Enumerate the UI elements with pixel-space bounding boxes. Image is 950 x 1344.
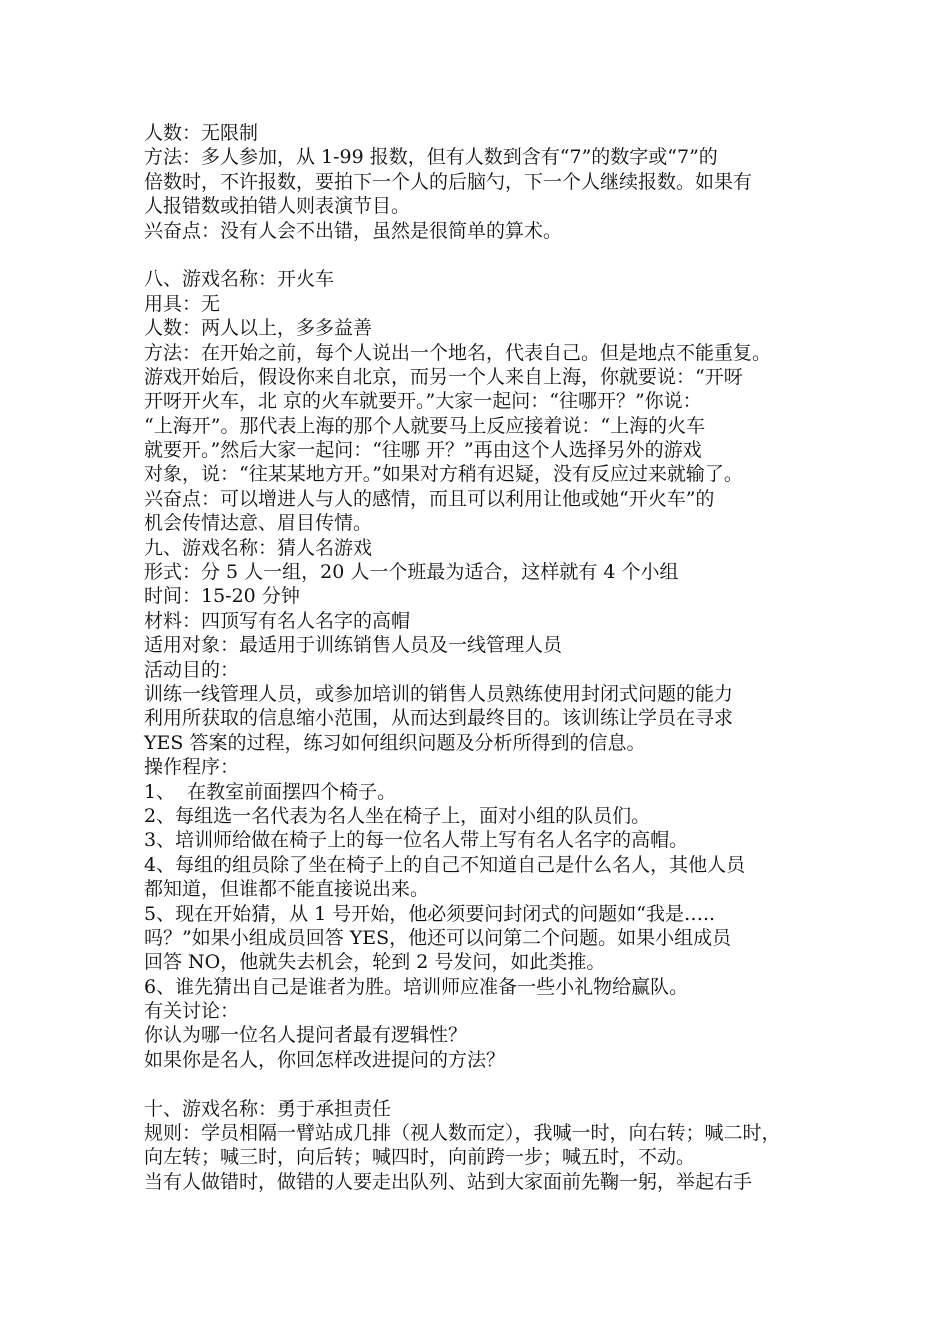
text-line: 你认为哪一位名人提问者最有逻辑性？	[144, 1024, 468, 1047]
text-line: 就要开。”然后大家一起问：“往哪 开？”再由这个人选择另外的游戏	[144, 439, 702, 462]
text-line: 回答 NO，他就失去机会，轮到 2 号发问，如此类推。	[144, 951, 606, 974]
text-line: 人报错数或拍错人则表演节目。	[144, 195, 411, 218]
document-page	[144, 121, 830, 1194]
text-line: 吗？”如果小组成员回答 YES，他还可以问第二个问题。如果小组成员	[144, 926, 732, 949]
section-heading: 九、游戏名称：猜人名游戏	[144, 536, 373, 559]
text-line: 利用所获取的信息缩小范围，从而达到最终目的。该训练让学员在寻求	[144, 707, 734, 730]
text-line: 规则：学员相隔一臂站成几排（视人数而定），我喊一时，向右转；喊二时，	[144, 1122, 781, 1145]
list-item: 6、谁先猜出自己是谁者为胜。培训师应准备一些小礼物给赢队。	[144, 975, 689, 998]
section-heading: 八、游戏名称：开火车	[144, 268, 335, 291]
text-line: “上海开”。那代表上海的那个人就要马上反应接着说：“上海的火车	[144, 414, 706, 437]
text-line: 当有人做错时，做错的人要走出队列、站到大家面前先鞠一躬，举起右手	[144, 1170, 753, 1193]
text-line: YES 答案的过程，练习如何组织问题及分析所得到的信息。	[144, 731, 646, 754]
text-line: 兴奋点：可以增进人与人的感情，而且可以利用让他或她“开火车”的	[144, 487, 715, 510]
text-line: 训练一线管理人员，或参加培训的销售人员熟练使用封闭式问题的能力	[144, 682, 734, 705]
text-line: 兴奋点：没有人会不出错，虽然是很简单的算术。	[144, 219, 563, 242]
text-line: 机会传情达意、眉目传情。	[144, 512, 373, 535]
text-line: 材料：四顶写有名人名字的高帽	[144, 609, 411, 632]
text-line: 倍数时，不许报数，要拍下一个人的后脑勺，下一个人继续报数。如果有	[144, 170, 753, 193]
text-line: 如果你是名人，你回怎样改进提问的方法？	[144, 1048, 506, 1071]
text-line: 方法：多人参加，从 1-99 报数，但有人数到含有“7”的数字或“7”的	[144, 146, 718, 169]
section-heading: 十、游戏名称：勇于承担责任	[144, 1097, 392, 1120]
list-item: 3、培训师给做在椅子上的每一位名人带上写有名人名字的高帽。	[144, 829, 689, 852]
blank-line	[144, 1072, 830, 1096]
list-item: 1、 在教室前面摆四个椅子。	[144, 780, 397, 803]
list-item: 5、现在开始猜，从 1 号开始，他必须要问封闭式的问题如“我是…..	[144, 902, 716, 925]
text-line: 形式：分 5 人一组，20 人一个班最为适合，这样就有 4 个小组	[144, 561, 679, 584]
text-line: 游戏开始后，假设你来自北京，而另一个人来自上海，你就要说：“开呀	[144, 365, 743, 388]
text-line: 时间：15-20 分钟	[144, 585, 300, 608]
text-line: 向左转；喊三时，向后转；喊四时，向前跨一步；喊五时，不动。	[144, 1146, 696, 1169]
text-line: 都知道，但谁都不能直接说出来。	[144, 878, 430, 901]
text-line: 用具：无	[144, 292, 221, 315]
text-line: 有关讨论：	[144, 1000, 240, 1023]
text-line: 开呀开火车，北 京的火车就要开。”大家一起问：“往哪开？”你说：	[144, 390, 702, 413]
list-item: 2、每组选一名代表为名人坐在椅子上，面对小组的队员们。	[144, 804, 651, 827]
text-line: 对象，说：“往某某地方开。”如果对方稍有迟疑，没有反应过来就输了。	[144, 463, 743, 486]
text-line: 方法：在开始之前，每个人说出一个地名，代表自己。但是地点不能重复。	[144, 341, 772, 364]
list-item: 4、每组的组员除了坐在椅子上的自己不知道自己是什么名人，其他人员	[144, 853, 746, 876]
text-line: 活动目的：	[144, 658, 240, 681]
blank-line	[144, 243, 830, 267]
text-line: 适用对象：最适用于训练销售人员及一线管理人员	[144, 634, 563, 657]
text-line: 人数：两人以上，多多益善	[144, 317, 373, 340]
text-line: 人数：无限制	[144, 122, 259, 144]
text-line: 操作程序：	[144, 756, 240, 779]
